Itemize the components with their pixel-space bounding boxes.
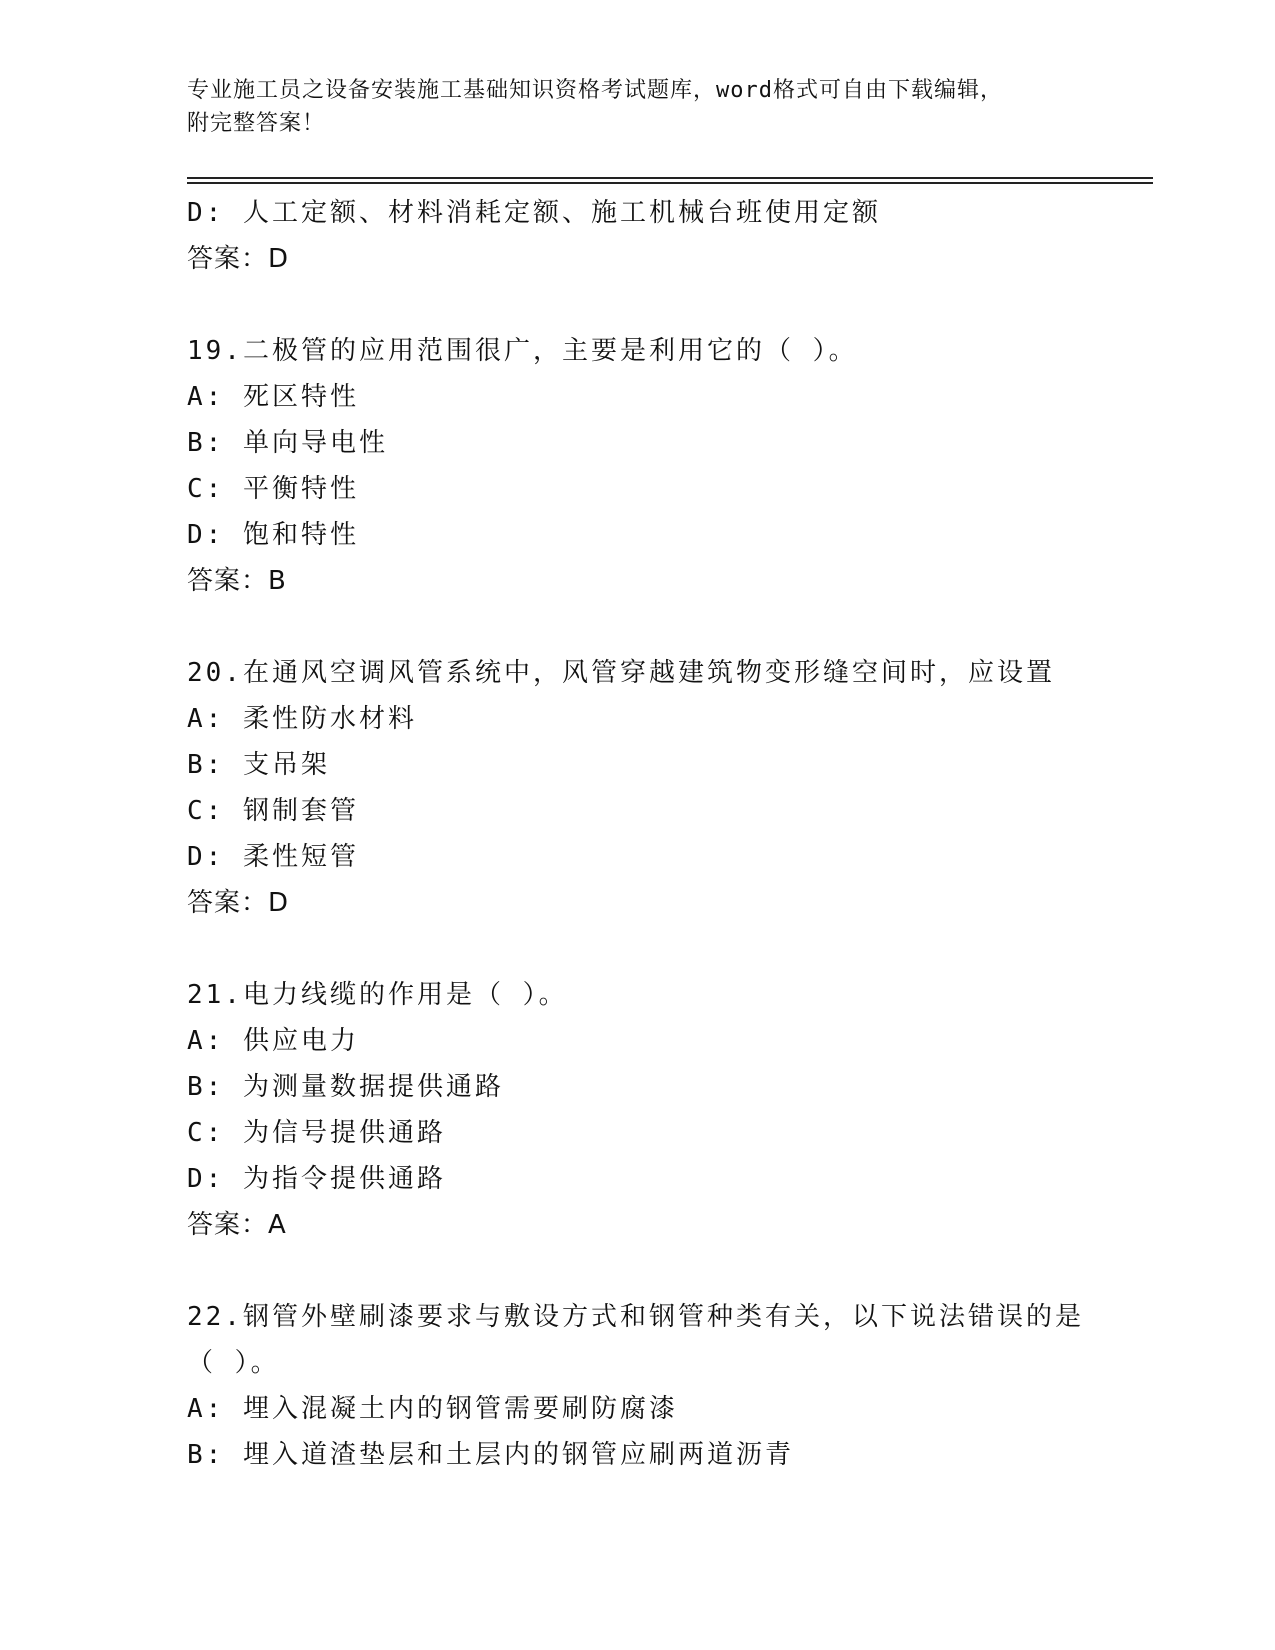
answer-line: 答案：D [187, 888, 290, 918]
option-b: B: 为测量数据提供通路 [187, 1072, 504, 1102]
question-text: 19.二极管的应用范围很广，主要是利用它的（ ）。 [187, 336, 858, 366]
option-d: D: 人工定额、材料消耗定额、施工机械台班使用定额 [187, 198, 881, 228]
option-a: A: 死区特性 [187, 382, 359, 412]
question-text: 21.电力线缆的作用是（ ）。 [187, 980, 568, 1010]
header-line-2: 附完整答案！ [187, 111, 326, 136]
question-list [187, 190, 1087, 1478]
question-block-21 [187, 972, 1087, 1248]
option-a: A: 柔性防水材料 [187, 704, 417, 734]
header-divider-bottom [187, 182, 1153, 184]
option-b: B: 埋入道渣垫层和土层内的钢管应刷两道沥青 [187, 1440, 794, 1470]
question-text: 22.钢管外壁刷漆要求与敷设方式和钢管种类有关，以下说法错误的是 [187, 1302, 1084, 1332]
spacer [187, 1248, 1087, 1294]
option-a: A: 埋入混凝土内的钢管需要刷防腐漆 [187, 1394, 678, 1424]
question-text-continued: （ ）。 [187, 1348, 280, 1378]
header-divider-top [187, 177, 1153, 179]
spacer [187, 604, 1087, 650]
option-b: B: 单向导电性 [187, 428, 388, 458]
option-d: D: 饱和特性 [187, 520, 359, 550]
answer-line: 答案：D [187, 244, 290, 274]
answer-line: 答案：A [187, 1210, 287, 1240]
option-a: A: 供应电力 [187, 1026, 359, 1056]
option-d: D: 柔性短管 [187, 842, 359, 872]
question-block-19 [187, 328, 1087, 604]
option-c: C: 为信号提供通路 [187, 1118, 446, 1148]
option-c: C: 钢制套管 [187, 796, 359, 826]
document-header [187, 74, 1087, 140]
header-line-1: 专业施工员之设备安装施工基础知识资格考试题库，word格式可自由下载编辑， [187, 78, 1003, 103]
answer-line: 答案：B [187, 566, 287, 596]
question-text: 20.在通风空调风管系统中，风管穿越建筑物变形缝空间时，应设置 [187, 658, 1055, 688]
option-c: C: 平衡特性 [187, 474, 359, 504]
option-b: B: 支吊架 [187, 750, 330, 780]
spacer [187, 282, 1087, 328]
question-block-20 [187, 650, 1087, 926]
option-d: D: 为指令提供通路 [187, 1164, 446, 1194]
spacer [187, 926, 1087, 972]
question-block-22 [187, 1294, 1087, 1478]
